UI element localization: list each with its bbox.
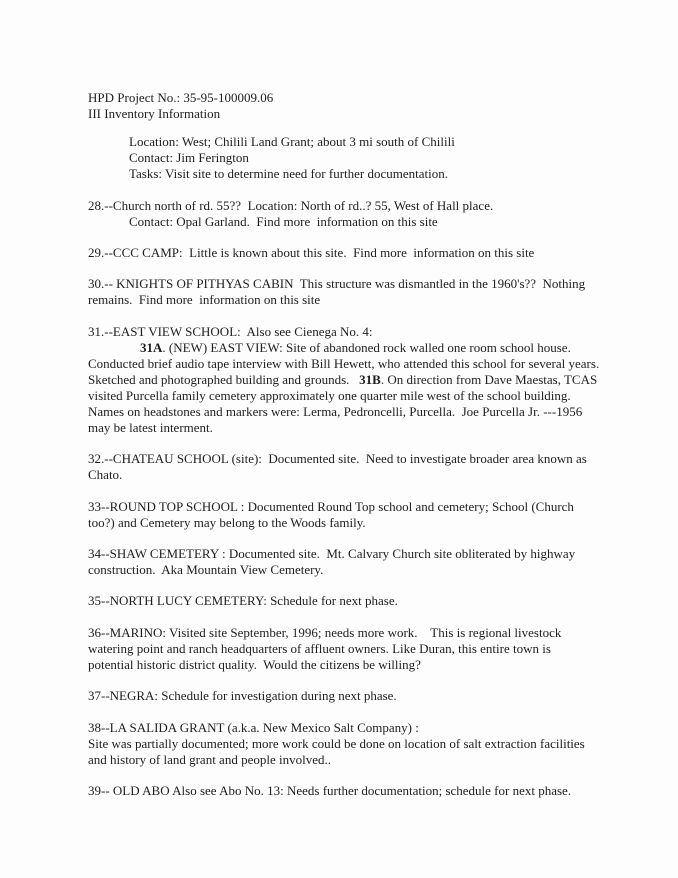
intro-tasks: Tasks: Visit site to determine need for further documentation. xyxy=(129,166,449,181)
entry-30-line: remains. Find more information on this site xyxy=(88,292,321,307)
entry-29-line: 29.--CCC CAMP: Little is known about this site. Find more information on this site xyxy=(88,245,535,260)
entry-34-line: 34--SHAW CEMETERY : Documented site. Mt. Calvary Church site obliterated by highway xyxy=(88,546,576,561)
entry-28-line: 28.--Church north of rd. 55?? Location: North of rd..? 55, West of Hall place. xyxy=(88,198,494,213)
entry-30-line: 30.-- KNIGHTS OF PITHYAS CABIN This structure was dismantled in the 1960's?? Nothing xyxy=(88,276,586,291)
entry-31a-text: . (NEW) EAST VIEW: Site of abandoned rock walled one room school house. xyxy=(162,340,571,355)
entry-28-line: Contact: Opal Garland. Find more information on this site xyxy=(129,214,438,229)
entry-33-line: too?) and Cemetery may belong to the Woods family. xyxy=(88,515,366,530)
entry-39-line: 39-- OLD ABO Also see Abo No. 13: Needs further documentation; schedule for next phase. xyxy=(88,783,572,798)
project-number: HPD Project No.: 35-95-100009.06 xyxy=(88,90,274,105)
section-title: III Inventory Information xyxy=(88,106,221,121)
entry-31b-line xyxy=(88,372,597,388)
entry-31-line: 31.--EAST VIEW SCHOOL: Also see Cienega No. 4: xyxy=(88,324,373,339)
entry-37-line: 37--NEGRA: Schedule for investigation during next phase. xyxy=(88,688,397,703)
entry-31-line: may be latest interment. xyxy=(88,420,213,435)
entry-38-line: Site was partially documented; more work could be done on location of salt extraction facilities xyxy=(88,736,585,751)
entry-31-text: Sketched and photographed building and grounds. xyxy=(88,372,360,387)
entry-36-line: 36--MARINO: Visited site September, 1996; needs more work. This is regional livestock xyxy=(88,625,562,640)
entry-36-line: watering point and ranch headquarters of affluent owners. Like Duran, this entire town is xyxy=(88,641,551,656)
entry-31b-label: 31B xyxy=(359,372,381,387)
entry-33-line: 33--ROUND TOP SCHOOL : Documented Round Top school and cemetery; School (Church xyxy=(88,499,574,514)
entry-32-line: Chato. xyxy=(88,467,123,482)
entry-32-line: 32.--CHATEAU SCHOOL (site): Documented site. Need to investigate broader area known as xyxy=(88,451,587,466)
intro-contact: Contact: Jim Ferington xyxy=(129,150,249,165)
entry-31-line: visited Purcella family cemetery approximately one quarter mile west of the school building. xyxy=(88,388,571,403)
entry-31a-label: 31A xyxy=(140,340,163,355)
entry-38-line: and history of land grant and people involved.. xyxy=(88,752,331,767)
entry-31-line: Names on headstones and markers were: Lerma, Pedroncelli, Purcella. Joe Purcella Jr. ---1956 xyxy=(88,404,583,419)
entry-35-line: 35--NORTH LUCY CEMETERY: Schedule for next phase. xyxy=(88,593,398,608)
entry-31b-text: . On direction from Dave Maestas, TCAS xyxy=(380,372,598,387)
entry-31a-line xyxy=(140,340,571,356)
intro-location: Location: West; Chilili Land Grant; about 3 mi south of Chilili xyxy=(129,134,455,149)
entry-31-line: Conducted brief audio tape interview with Bill Hewett, who attended this school for several years. xyxy=(88,356,600,371)
entry-36-line: potential historic district quality. Would the citizens be willing? xyxy=(88,657,421,672)
entry-34-line: construction. Aka Mountain View Cemetery. xyxy=(88,562,324,577)
entry-38-line: 38--LA SALIDA GRANT (a.k.a. New Mexico Salt Company) : xyxy=(88,720,419,735)
